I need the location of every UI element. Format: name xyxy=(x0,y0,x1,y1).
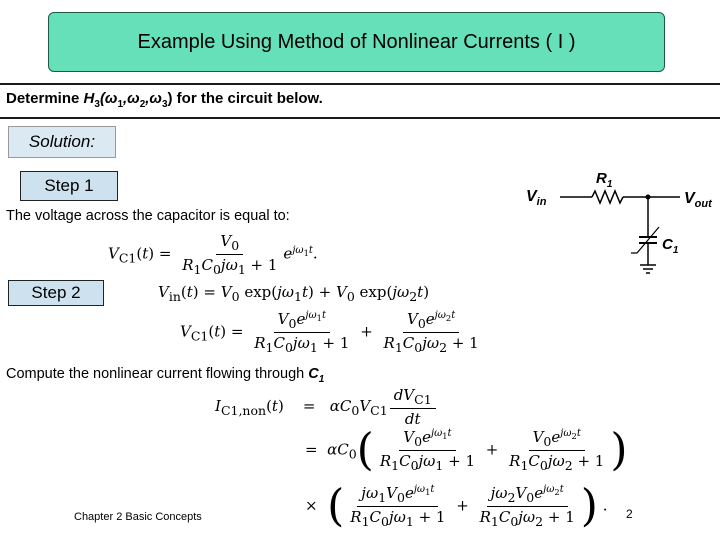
top-divider xyxy=(0,83,720,85)
c1-label: $C_1$ xyxy=(662,236,679,256)
solution-label: Solution: xyxy=(8,126,116,158)
step2-label: Step 2 xyxy=(8,280,104,306)
equation-inon-line3: × ( $\frac{j\omega_1V_0e^{j\omega_1t}}{R_1C_0j\omega_1 + 1}$ + $\frac{j\omega_2V_0e^{j\omega_2t}}{R_1C_0j\omega_2 + 1}$ ) . xyxy=(305,480,608,532)
page-number: 2 xyxy=(626,507,633,521)
slide-title: Example Using Method of Nonlinear Currents ( I ) xyxy=(48,12,665,72)
equation-vc1-step2: $V_{C1}(t)$ = $\frac{V_0e^{j\omega_1t}}{R_1C_0j\omega_1 + 1}$ + $\frac{V_0e^{j\omega_2t}}{R_1C_0j\omega_2 + 1}$ xyxy=(180,310,479,355)
problem-statement: Determine $H_3(\omega_1,\omega_2,\omega_3)$ for the circuit below. xyxy=(6,90,323,110)
equation-inon-line1: $I_{C1,non}(t)$ = $\alpha C_0V_{C1}$ $\frac{dV_{C1}}{dt}$ xyxy=(215,386,438,428)
equation-inon-line2: = $\alpha C_0$( $\frac{V_0e^{j\omega_1t}}{R_1C_0j\omega_1 + 1}$ + $\frac{V_0e^{j\omega_2t}}{R_1C_0j\omega_2 + 1}$ ) xyxy=(305,424,628,476)
step1-label: Step 1 xyxy=(20,171,118,201)
vout-label: $V_{out}$ xyxy=(684,190,712,210)
resistor-r1 xyxy=(592,191,623,203)
nonlinear-current-text: Compute the nonlinear current flowing through $C_1$ xyxy=(6,366,325,385)
bottom-divider xyxy=(0,117,720,119)
equation-vin: $V_{in}(t) = V_0$ $\exp(j\omega_1t) + V_0$ $\exp(j\omega_2t)$ xyxy=(158,283,430,304)
equation-vc1-step1: $V_{C1}(t)$ = $\frac{V_0}{R_1C_0j\omega_1 + 1}$ $e^{j\omega_1t}$. xyxy=(108,232,318,277)
step1-text: The voltage across the capacitor is equal to: xyxy=(6,208,290,224)
circuit-diagram xyxy=(520,165,720,285)
footer-chapter: Chapter 2 Basic Concepts xyxy=(74,511,202,523)
vin-label: $V_{in}$ xyxy=(526,188,547,208)
r1-label: $R_1$ xyxy=(596,170,613,190)
variable-cap-arrow xyxy=(631,227,659,253)
